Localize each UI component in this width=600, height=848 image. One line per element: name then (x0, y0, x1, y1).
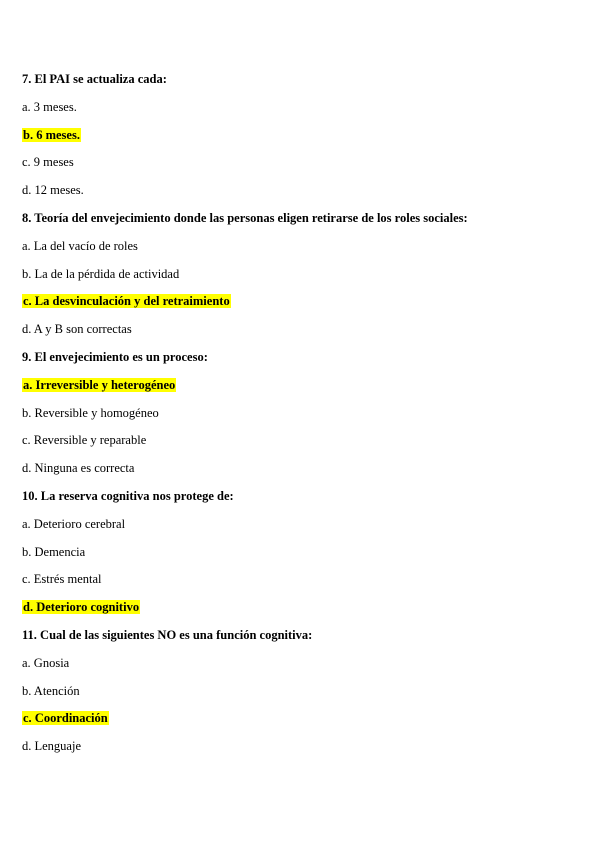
option-correct (22, 598, 582, 626)
option: a. Gnosia (22, 655, 70, 670)
highlighted-answer: b. 6 meses. (23, 127, 80, 142)
option: c. 9 meses (22, 155, 74, 170)
option-correct (22, 292, 582, 320)
option: a. Deterioro cerebral (22, 516, 126, 531)
option: d. Ninguna es correcta (22, 461, 135, 476)
option: a. 3 meses. (22, 99, 77, 114)
document-page (22, 70, 582, 765)
option: b. Demencia (22, 544, 86, 559)
option-correct (22, 126, 582, 154)
option: b. Reversible y homogéneo (22, 405, 159, 420)
highlighted-answer: a. Irreversible y heterogéneo (23, 377, 176, 392)
highlighted-answer: c. La desvinculación y del retraimiento (23, 294, 230, 309)
highlighted-answer: c. Coordinación (23, 711, 108, 726)
question-8: 8. Teoría del envejecimiento donde las personas eligen retirarse de los roles sociales: (22, 210, 468, 225)
option: c. Reversible y reparable (22, 433, 147, 448)
question-7: 7. El PAI se actualiza cada: (22, 72, 167, 86)
option: b. La de la pérdida de actividad (22, 266, 180, 281)
option: d. 12 meses. (22, 183, 84, 198)
question-9: 9. El envejecimiento es un proceso: (22, 349, 208, 364)
option-correct (22, 709, 582, 737)
question-11: 11. Cual de las siguientes NO es una función cognitiva: (22, 627, 313, 642)
option: d. Lenguaje (22, 739, 82, 754)
option: b. Atención (22, 683, 80, 698)
question-10: 10. La reserva cognitiva nos protege de: (22, 488, 234, 503)
option: a. La del vacío de roles (22, 238, 138, 253)
option: c. Estrés mental (22, 572, 102, 587)
option-correct (22, 376, 582, 404)
highlighted-answer: d. Deterioro cognitivo (23, 600, 140, 615)
option: d. A y B son correctas (22, 322, 132, 337)
